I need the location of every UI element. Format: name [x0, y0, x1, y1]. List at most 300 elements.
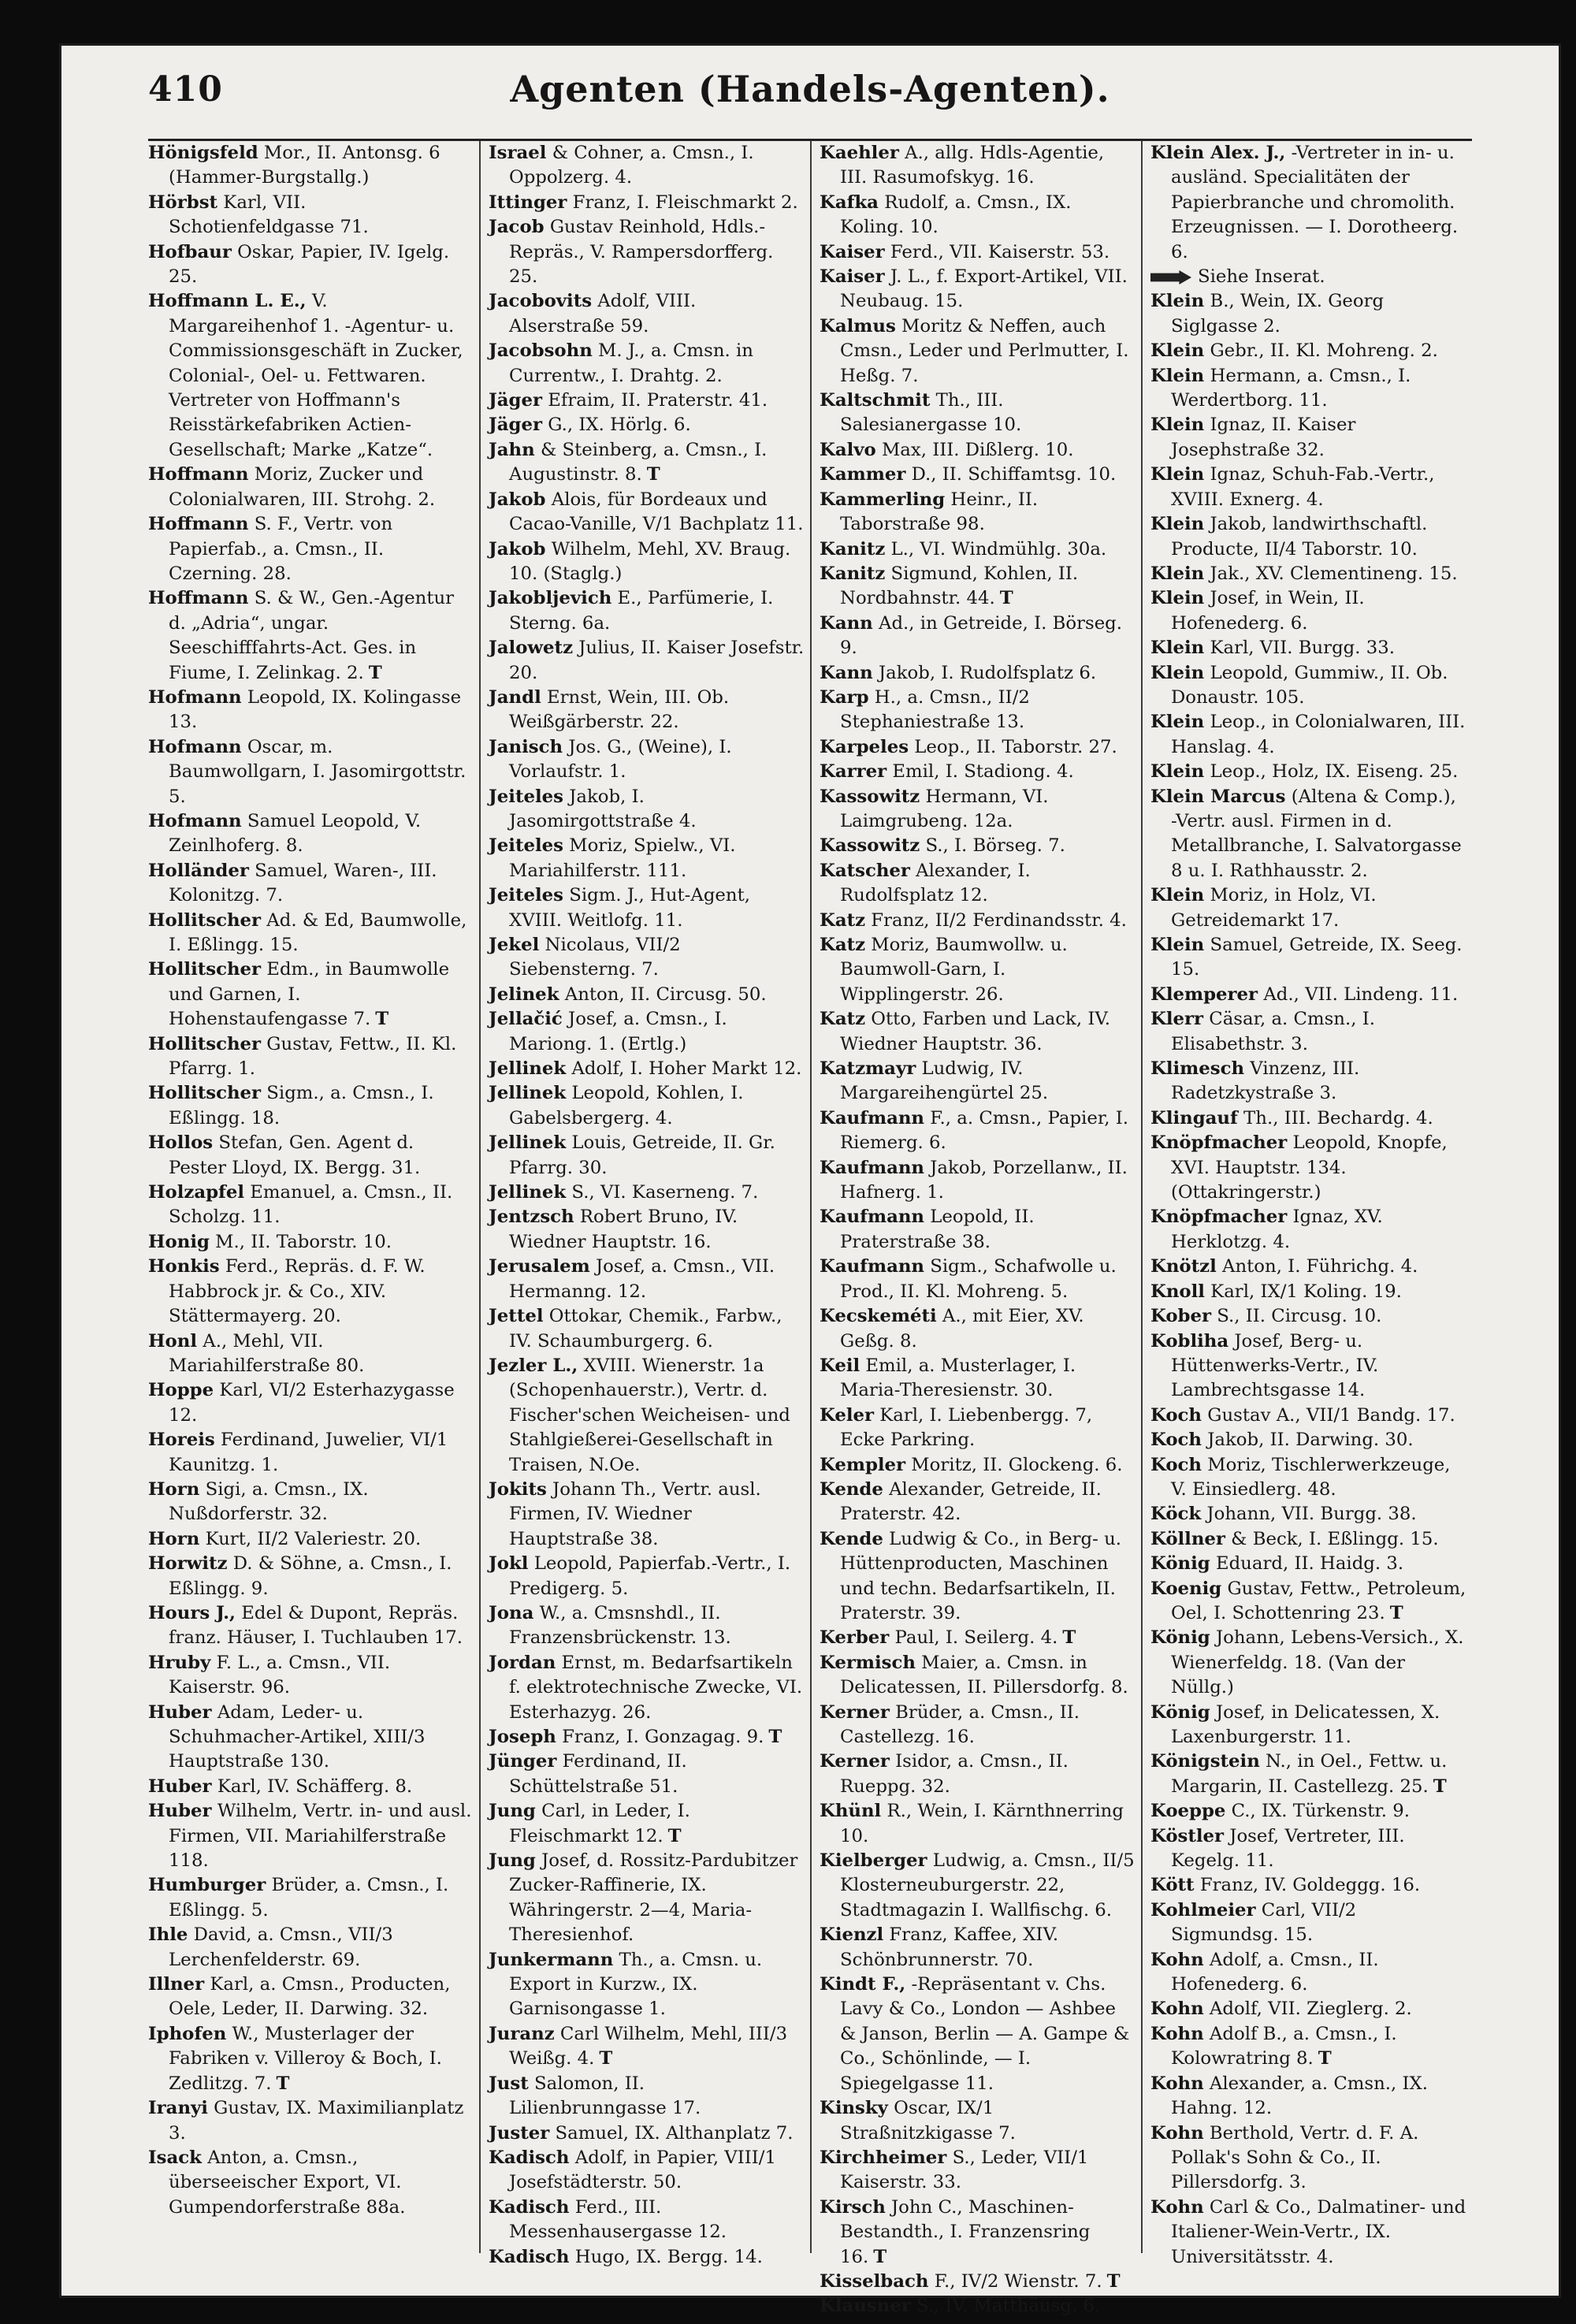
directory-entry — [489, 438, 805, 488]
entry-details: Sigmund, Kohlen, II. Nordbahnstr. 44. — [840, 563, 1079, 609]
entry-details: Moriz, Baumwollw. u. Baumwoll-Garn, I. Wipplingerstr. 26. — [840, 935, 1068, 1005]
directory-entry — [820, 265, 1136, 314]
entry-details: Franz, I. Gonzagag. 9. — [556, 1727, 764, 1747]
entry-name: Jung — [489, 1850, 536, 1872]
entry-details: R., Wein, I. Kärnthnerring 10. — [840, 1801, 1124, 1846]
entry-details: Leop., in Colonialwaren, III. Hanslag. 4. — [1171, 712, 1466, 757]
telephone-marker: T — [276, 2073, 290, 2094]
directory-entry — [148, 1873, 474, 1923]
entry-name: Huber — [148, 1701, 212, 1723]
entry-details: Josef, Berg- u. Hüttenwerks-Vertr., IV. Lambrechtsgasse 14. — [1171, 1330, 1379, 1401]
entry-details: Josef, a. Cmsn., I. Mariong. 1. (Ertlg.) — [509, 1009, 727, 1054]
entry-details: Th., III. Bechardg. 4. — [1237, 1107, 1433, 1129]
directory-entry — [148, 2146, 474, 2220]
entry-name: Jeiteles — [489, 786, 563, 807]
directory-entry — [148, 289, 474, 463]
entry-name: Katz — [820, 1009, 866, 1030]
entry-name: Koch — [1150, 1404, 1202, 1426]
entry-name: Kirsch — [820, 2196, 886, 2218]
directory-entry — [489, 1750, 805, 1799]
directory-entry — [489, 1651, 805, 1725]
directory-entry — [820, 1304, 1136, 1354]
entry-details: Alois, für Bordeaux und Cacao-Vanille, V/1 Bachplatz 11. — [509, 489, 804, 535]
entry-details: N., in Oel., Fettw. u. Margarin, II. Castellezg. 25. — [1171, 1751, 1448, 1797]
telephone-marker: T — [1433, 1776, 1447, 1797]
entry-details: Leop., II. Taborstr. 27. — [909, 736, 1117, 757]
entry-name: Kaufmann — [820, 1207, 925, 1228]
directory-entry — [1150, 2072, 1467, 2121]
directory-entry — [489, 141, 805, 191]
entry-details: Salomon, II. Lilienbrunngasse 17. — [509, 2073, 701, 2119]
entry-details: Karl, IV. Schäfferg. 8. — [211, 1776, 413, 1797]
directory-entry — [1150, 1428, 1467, 1452]
directory-entry — [1150, 1750, 1467, 1799]
directory-entry — [148, 1378, 474, 1428]
entry-name: Kohn — [1150, 2196, 1204, 2218]
directory-entry — [820, 1750, 1136, 1799]
directory-entry — [820, 1527, 1136, 1627]
directory-entry — [1150, 785, 1467, 884]
entry-details: & Beck, I. Eßlingg. 15. — [1225, 1528, 1439, 1549]
entry-name: Kassowitz — [820, 835, 920, 857]
entry-name: Kann — [820, 662, 873, 683]
directory-entry — [1150, 463, 1467, 512]
entry-name: Jokl — [489, 1553, 529, 1575]
entry-details: C., IX. Türkenstr. 9. — [1225, 1801, 1411, 1822]
entry-details: A., allg. Hdls-Agentie, III. Rasumofskyg. 16. — [840, 143, 1105, 188]
directory-entry — [1150, 1898, 1467, 1948]
directory-entry — [820, 191, 1136, 240]
entry-name: Hörbst — [148, 191, 218, 213]
entry-name: Jeiteles — [489, 835, 563, 857]
entry-details: V. Margareihenhof 1. -Agentur- u. Commissionsgeschäft in Zucker, Colonial-, Oel- u. Fettwaren. Vertreter von Hoffmann's Reisstärkefabriken Actien-Gesellschaft; Marke „Katze“. — [169, 291, 463, 460]
entry-details: Carl & Co., Dalmatiner- und Italiener-Wein-Vertr., IX. Universitätsstr. 4. — [1171, 2196, 1466, 2267]
entry-details: Vinzenz, III. Radetzkystraße 3. — [1171, 1058, 1360, 1104]
entry-name: Klein — [1150, 588, 1205, 609]
entry-name: Huber — [148, 1801, 212, 1822]
directory-entry — [489, 636, 805, 686]
entry-details: Leopold, Kohlen, I. Gabelsbergerg. 4. — [509, 1083, 744, 1129]
directory-entry — [1150, 2022, 1467, 2072]
directory-entry — [820, 1923, 1136, 1973]
entry-details: Adolf, in Papier, VIII/1 Josefstädterstr. 50. — [509, 2147, 776, 2193]
entry-name: Honkis — [148, 1256, 220, 1277]
directory-entry — [820, 2196, 1136, 2270]
entry-name: Klerr — [1150, 1009, 1203, 1030]
entry-name: Hollitscher — [148, 1033, 262, 1054]
directory-entry — [1150, 1873, 1467, 1898]
entry-details: S., II. Circusg. 10. — [1210, 1306, 1382, 1327]
directory-entry — [489, 1181, 805, 1205]
entry-name: Kerber — [820, 1627, 890, 1649]
entry-details: Carl, in Leder, I. Fleischmarkt 12. — [509, 1801, 690, 1846]
entry-name: Köstler — [1150, 1825, 1225, 1846]
entry-details: Ludwig, IV. Margareihengürtel 25. — [840, 1058, 1049, 1104]
entry-name: Junkermann — [489, 1949, 614, 1970]
entry-name: Kohn — [1150, 1949, 1204, 1970]
entry-details: Emanuel, a. Cmsn., II. Scholzg. 11. — [169, 1182, 453, 1228]
entry-name: Honig — [148, 1231, 210, 1252]
entry-details: Sigm. J., Hut-Agent, XVIII. Weitlofg. 11. — [509, 885, 751, 931]
directory-entry — [489, 686, 805, 735]
entry-name: Jezler L., — [489, 1355, 578, 1376]
entry-details: Heinr., II. Taborstraße 98. — [840, 489, 1039, 535]
entry-name: Kaufmann — [820, 1107, 925, 1129]
directory-entry — [148, 191, 474, 240]
directory-entry — [1150, 710, 1467, 760]
entry-name: Kaufmann — [820, 1157, 925, 1178]
directory-entry — [489, 1081, 805, 1131]
entry-name: Kohn — [1150, 1999, 1204, 2020]
entry-name: Klein — [1150, 638, 1205, 659]
entry-name: Jakob — [489, 489, 546, 510]
entry-name: Königstein — [1150, 1751, 1260, 1772]
entry-details: Oscar, m. Baumwollgarn, I. Jasomirgottstr. 5. — [169, 736, 466, 807]
directory-entry — [489, 785, 805, 835]
entry-name: Klimesch — [1150, 1058, 1245, 1080]
directory-entry — [148, 1081, 474, 1131]
entry-details: Josef, a. Cmsn., VII. Hermanng. 12. — [509, 1256, 775, 1302]
directory-entry — [148, 1601, 474, 1651]
entry-details: Hugo, IX. Bergg. 14. — [569, 2246, 763, 2267]
entry-details: Samuel, Waren-, III. Kolonitzg. 7. — [169, 860, 437, 906]
directory-entry — [1150, 1280, 1467, 1304]
entry-details: Alexander, I. Rudolfsplatz 12. — [840, 860, 1031, 906]
entry-details: A., mit Eier, XV. Geßg. 8. — [840, 1306, 1084, 1352]
directory-entry — [820, 2096, 1136, 2146]
entry-details: Sigm., a. Cmsn., I. Eßlingg. 18. — [169, 1083, 434, 1129]
entry-name: Jellačić — [489, 1009, 563, 1030]
entry-details: Jakob, Porzellanw., II. Hafnerg. 1. — [840, 1157, 1128, 1203]
entry-details: L., VI. Windmühlg. 30a. — [885, 538, 1107, 560]
entry-details: S. & W., Gen.-Agentur d. „Adria“, ungar. Seeschifffahrts-Act. Ges. in Fiume, I. Zelinkag. 2. — [169, 588, 455, 683]
entry-name: Hollos — [148, 1132, 214, 1154]
directory-entry — [1150, 1453, 1467, 1503]
entry-name: Jahn — [489, 439, 535, 460]
directory-entry — [148, 1255, 474, 1329]
directory-entry — [1150, 141, 1467, 265]
entry-name: Hollitscher — [148, 909, 262, 931]
directory-entry — [148, 1651, 474, 1701]
directory-entry — [1150, 933, 1467, 983]
directory-entry — [1150, 2196, 1467, 2270]
directory-entry — [820, 686, 1136, 735]
directory-entry — [148, 1329, 474, 1379]
telephone-marker: T — [599, 2048, 613, 2069]
directory-columns — [148, 139, 1472, 2317]
entry-name: Klein — [1150, 563, 1205, 584]
directory-entry — [489, 1131, 805, 1181]
directory-entry — [820, 933, 1136, 1007]
entry-name: Katz — [820, 909, 866, 931]
directory-entry — [820, 1205, 1136, 1255]
entry-details: Ferd., VII. Kaiserstr. 53. — [884, 241, 1110, 262]
entry-details: Karl, I. Liebenbergg. 7, Ecke Parkring. — [840, 1404, 1093, 1451]
entry-name: Hofmann — [148, 810, 242, 831]
entry-details: Johann Th., Vertr. ausl. Firmen, IV. Wiedner Hauptstraße 38. — [509, 1478, 761, 1549]
pointing-hand-icon — [1150, 270, 1191, 284]
entry-details: Maier, a. Cmsn. in Delicatessen, II. Pillersdorfg. 8. — [840, 1652, 1128, 1698]
entry-name: Hönigsfeld — [148, 143, 258, 163]
directory-entry — [489, 1057, 805, 1081]
entry-name: Klein Alex. J., — [1150, 143, 1286, 163]
entry-details: A., Mehl, VII. Mariahilferstraße 80. — [169, 1330, 365, 1376]
entry-name: Hours J., — [148, 1602, 236, 1623]
directory-entry — [820, 1626, 1136, 1650]
entry-name: Kalvo — [820, 439, 876, 460]
page-number: 410 — [148, 69, 223, 110]
entry-details: F., IV/2 Wienstr. 7. — [928, 2270, 1102, 2292]
entry-name: Hruby — [148, 1652, 211, 1673]
entry-name: Klein — [1150, 365, 1205, 386]
directory-entry — [1150, 289, 1467, 339]
entry-name: Hoffmann — [148, 588, 249, 609]
directory-entry — [148, 1701, 474, 1775]
entry-details: John C., Maschinen-Bestandth., I. Franzensring 16. — [840, 2196, 1091, 2267]
entry-name: Hofmann — [148, 686, 242, 708]
directory-entry — [489, 834, 805, 883]
directory-entry — [148, 909, 474, 958]
directory-entry — [820, 2294, 1136, 2318]
directory-entry — [148, 141, 474, 191]
entry-name: Karrer — [820, 761, 887, 783]
directory-entry — [820, 1973, 1136, 2096]
entry-details: Emil, a. Musterlager, I. Maria-Theresienstr. 30. — [840, 1355, 1076, 1401]
entry-details: Moriz, in Holz, VI. Getreidemarkt 17. — [1171, 885, 1377, 931]
directory-entry — [1150, 1329, 1467, 1404]
entry-details: Moritz, II. Glockeng. 6. — [905, 1454, 1123, 1475]
entry-details: Emil, I. Stadiong. 4. — [886, 761, 1074, 783]
entry-details: Jakob, I. Jasomirgottstraße 4. — [509, 786, 697, 831]
entry-name: Illner — [148, 1974, 205, 1995]
entry-details: Ad., in Getreide, I. Börseg. 9. — [840, 612, 1123, 659]
entry-name: Knötzl — [1150, 1256, 1217, 1277]
directory-entry — [489, 488, 805, 537]
directory-entry — [1150, 339, 1467, 363]
entry-name: Kanitz — [820, 538, 886, 560]
directory-entry — [489, 2022, 805, 2072]
directory-entry — [489, 1255, 805, 1304]
directory-entry — [1150, 1997, 1467, 2021]
entry-name: Jerusalem — [489, 1256, 590, 1277]
entry-name: Kohn — [1150, 2073, 1204, 2094]
directory-entry — [489, 983, 805, 1007]
entry-details: Alexander, Getreide, II. Praterstr. 42. — [840, 1478, 1102, 1525]
entry-details: D. & Söhne, a. Cmsn., I. Eßlingg. 9. — [169, 1553, 452, 1599]
entry-details: B., Wein, IX. Georg Siglgasse 2. — [1171, 291, 1385, 337]
directory-entry — [1150, 1701, 1467, 1750]
entry-name: Huber — [148, 1776, 212, 1797]
directory-entry — [820, 1057, 1136, 1106]
column-2 — [479, 141, 810, 2267]
telephone-marker: T — [1389, 1602, 1403, 1623]
entry-details: Adolf, VIII. Alserstraße 59. — [509, 291, 697, 337]
entry-details: Leopold, Gummiw., II. Ob. Donaustr. 105. — [1171, 662, 1448, 708]
entry-name: Hofbaur — [148, 241, 232, 262]
entry-name: Jellinek — [489, 1182, 567, 1203]
entry-name: Kermisch — [820, 1652, 916, 1673]
entry-name: Ittinger — [489, 191, 567, 213]
entry-details: Jakob, I. Rudolfsplatz 6. — [872, 662, 1097, 683]
directory-entry — [1150, 1205, 1467, 1255]
directory-entry — [820, 1354, 1136, 1404]
directory-entry — [820, 909, 1136, 933]
entry-details: Adam, Leder- u. Schuhmacher-Artikel, XIII/3 Hauptstraße 130. — [169, 1701, 426, 1772]
directory-entry — [148, 1923, 474, 1973]
directory-entry — [148, 240, 474, 290]
entry-details: Samuel Leopold, V. Zeinlhoferg. 8. — [169, 810, 422, 857]
directory-entry — [489, 1478, 805, 1552]
entry-name: Jäger — [489, 390, 543, 411]
directory-entry — [1150, 1799, 1467, 1824]
entry-name: Jacobsohn — [489, 340, 593, 362]
entry-name: Kecskeméti — [820, 1306, 937, 1327]
entry-details: Carl, VII/2 Sigmundsg. 15. — [1171, 1899, 1357, 1946]
entry-details: Alexander, a. Cmsn., IX. Hahng. 12. — [1171, 2073, 1429, 2119]
entry-details: Robert Bruno, IV. Wiedner Hauptstr. 16. — [509, 1207, 738, 1252]
directory-entry — [148, 957, 474, 1032]
entry-details: Ad., VII. Lindeng. 11. — [1258, 984, 1459, 1005]
directory-entry — [489, 537, 805, 587]
entry-details: Paul, I. Seilerg. 4. — [889, 1627, 1058, 1649]
entry-name: Kaltschmit — [820, 390, 931, 411]
directory-entry — [820, 488, 1136, 537]
entry-details: Max, III. Dißlerg. 10. — [875, 439, 1074, 460]
entry-name: Kaiser — [820, 241, 885, 262]
telephone-marker: T — [368, 662, 382, 683]
entry-name: Jalowetz — [489, 638, 574, 659]
entry-name: Iphofen — [148, 2023, 227, 2044]
directory-entry — [148, 2096, 474, 2146]
directory-entry — [148, 1973, 474, 2022]
entry-name: Joseph — [489, 1727, 556, 1747]
entry-name: Klein — [1150, 291, 1205, 312]
entry-details: Ignaz, XV. Herklotzg. 4. — [1171, 1207, 1383, 1252]
entry-details: Oscar, IX/1 Straßnitzkigasse 7. — [840, 2098, 1016, 2144]
entry-name: Kobliha — [1150, 1330, 1229, 1352]
entry-name: Klein — [1150, 662, 1205, 683]
entry-name: Klein — [1150, 935, 1205, 955]
entry-details: Franz, Kaffee, XIV. Schönbrunnerstr. 70. — [840, 1924, 1059, 1970]
entry-name: Horwitz — [148, 1553, 228, 1575]
directory-entry — [820, 760, 1136, 784]
entry-details: Louis, Getreide, II. Gr. Pfarrg. 30. — [509, 1132, 775, 1178]
entry-details: Adolf, VII. Zieglerg. 2. — [1203, 1999, 1412, 2020]
directory-entry — [489, 191, 805, 215]
entry-details: Ernst, Wein, III. Ob. Weißgärberstr. 22. — [509, 686, 730, 733]
entry-name: Jokits — [489, 1478, 547, 1500]
entry-details: XVIII. Wienerstr. 1a (Schopenhauerstr.), Vertr. d. Fischer'schen Weicheisen- und Stahlgießerei-Gesellschaft in Traisen, N.Oe. — [509, 1355, 790, 1475]
entry-name: Kammer — [820, 464, 906, 485]
directory-entry — [1150, 413, 1467, 463]
entry-details: Th., III. Salesianergasse 10. — [840, 390, 1022, 436]
directory-entry — [1150, 1106, 1467, 1131]
directory-entry — [148, 735, 474, 809]
entry-name: Juranz — [489, 2023, 555, 2044]
directory-entry — [820, 1849, 1136, 1923]
entry-details: Gustav, Fettw., II. Kl. Pfarrg. 1. — [169, 1033, 457, 1080]
entry-details: Leop., Holz, IX. Eiseng. 25. — [1204, 761, 1459, 783]
directory-entry — [148, 1428, 474, 1478]
entry-details: Leopold, IX. Kolingasse 13. — [169, 686, 462, 733]
directory-entry — [820, 438, 1136, 463]
entry-details: Hermann, VI. Laimgrubeng. 12a. — [840, 786, 1049, 831]
entry-name: Kienzl — [820, 1924, 884, 1946]
entry-name: Klein — [1150, 712, 1205, 733]
entry-details: Johann, Lebens-Versich., X. Wienerfeldg. 18. (Van der Nüllg.) — [1171, 1627, 1464, 1698]
entry-name: Khünl — [820, 1801, 882, 1822]
directory-entry — [148, 586, 474, 686]
entry-name: Kohn — [1150, 2122, 1204, 2144]
entry-details: Franz, IV. Goldeggg. 16. — [1194, 1875, 1421, 1896]
entry-details: Leopold, Papierfab.-Vertr., I. Predigerg. 5. — [509, 1553, 791, 1599]
directory-entry — [1150, 1824, 1467, 1874]
entry-details: Ferdinand, Juwelier, VI/1 Kaunitzg. 1. — [169, 1430, 448, 1475]
entry-name: Katscher — [820, 860, 910, 881]
entry-name: Jordan — [489, 1652, 556, 1673]
entry-details: Eduard, II. Haidg. 3. — [1210, 1553, 1404, 1575]
directory-entry — [148, 1552, 474, 1601]
directory-entry — [1150, 2121, 1467, 2196]
directory-entry — [1150, 364, 1467, 414]
directory-entry — [489, 2245, 805, 2270]
entry-details: Leopold, II. Praterstraße 38. — [840, 1207, 1035, 1252]
entry-name: Koenig — [1150, 1578, 1222, 1599]
entry-name: Jentzsch — [489, 1207, 574, 1228]
entry-name: Hoffmann L. E., — [148, 291, 307, 312]
directory-entry — [148, 1527, 474, 1552]
entry-name: Isack — [148, 2147, 202, 2168]
entry-name: Kohlmeier — [1150, 1899, 1256, 1921]
directory-entry — [820, 1478, 1136, 1527]
entry-name: Knoll — [1150, 1281, 1205, 1302]
directory-entry — [1150, 1552, 1467, 1576]
entry-details: S., IV. Matthäusg. 6. — [910, 2296, 1101, 2317]
directory-entry — [1150, 1527, 1467, 1552]
entry-details: Karl, IX/1 Koling. 19. — [1204, 1281, 1402, 1302]
entry-details: Rudolf, a. Cmsn., IX. Koling. 10. — [840, 191, 1072, 238]
page-header: Agenten (Handels-Agenten). — [510, 68, 1110, 110]
directory-entry — [820, 1799, 1136, 1849]
directory-page — [61, 46, 1559, 2317]
directory-entry — [1150, 760, 1467, 784]
entry-name: Hoffmann — [148, 514, 249, 535]
directory-entry — [820, 1651, 1136, 1701]
entry-details: Moriz, Zucker und Colonialwaren, III. Strohg. 2. — [169, 464, 436, 510]
entry-details: Ad. & Ed, Baumwolle, I. Eßlingg. 15. — [169, 909, 467, 955]
directory-entry — [148, 1181, 474, 1230]
entry-details: G., IX. Hörlg. 6. — [542, 415, 691, 436]
entry-name: Knöpfmacher — [1150, 1132, 1288, 1154]
directory-entry — [1150, 562, 1467, 586]
entry-details: Ferdinand, II. Schüttelstraße 51. — [509, 1751, 687, 1797]
entry-name: Jellinek — [489, 1132, 567, 1154]
entry-name: Klein — [1150, 340, 1205, 362]
entry-details: David, a. Cmsn., VII/3 Lerchenfelderstr. 69. — [169, 1924, 393, 1970]
entry-name: Klein Marcus — [1150, 786, 1286, 807]
directory-entry — [1150, 1057, 1467, 1106]
directory-entry — [148, 1032, 474, 1082]
directory-entry — [489, 339, 805, 389]
directory-entry — [820, 1453, 1136, 1478]
entry-name: Kempler — [820, 1454, 906, 1475]
entry-details: Carl Wilhelm, Mehl, III/3 Weißg. 4. — [509, 2023, 788, 2069]
directory-entry — [489, 735, 805, 785]
directory-entry — [820, 314, 1136, 389]
directory-entry — [489, 215, 805, 289]
directory-entry — [1150, 512, 1467, 562]
entry-name: Klein — [1150, 514, 1205, 535]
